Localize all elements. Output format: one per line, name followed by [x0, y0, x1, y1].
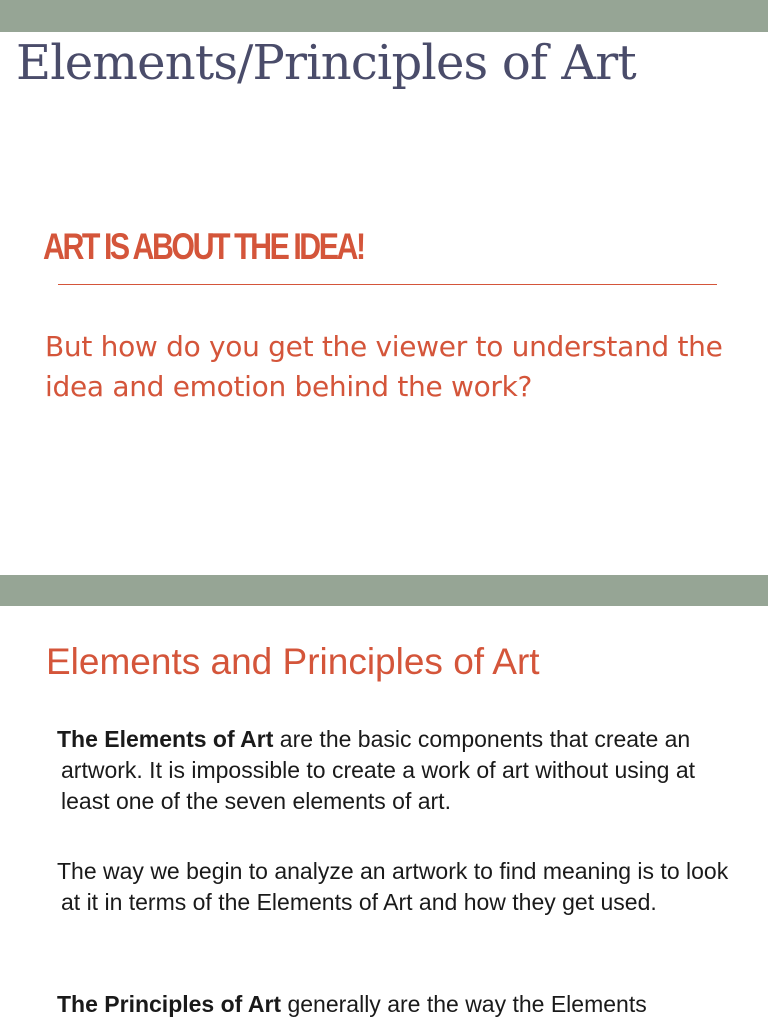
principles-paragraph [57, 989, 741, 1020]
slide1-heading: ART IS ABOUT THE IDEA! [43, 226, 364, 267]
heading-divider [58, 284, 717, 285]
elements-definition: are the basic components that create an artwork. It is impossible to create a work of art without using at least one of the seven elements of art. [61, 726, 696, 814]
elements-term: The Elements of Art [57, 726, 274, 752]
principles-definition: generally are the way the Elements [281, 991, 647, 1017]
elements-paragraph [57, 724, 741, 817]
slide1-title: Elements/Principles of Art [16, 35, 636, 91]
slide1-body-text: But how do you get the viewer to understand the idea and emotion behind the work? [45, 330, 723, 403]
analysis-paragraph [57, 856, 741, 918]
analysis-text: The way we begin to analyze an artwork to find meaning is to look at it in terms of the Elements of Art and how they get used. [57, 858, 729, 915]
principles-term: The Principles of Art [57, 991, 282, 1017]
slide1-header-band [0, 0, 768, 32]
slide2-header-band [0, 575, 768, 606]
slide2-title: Elements and Principles of Art [46, 641, 540, 682]
